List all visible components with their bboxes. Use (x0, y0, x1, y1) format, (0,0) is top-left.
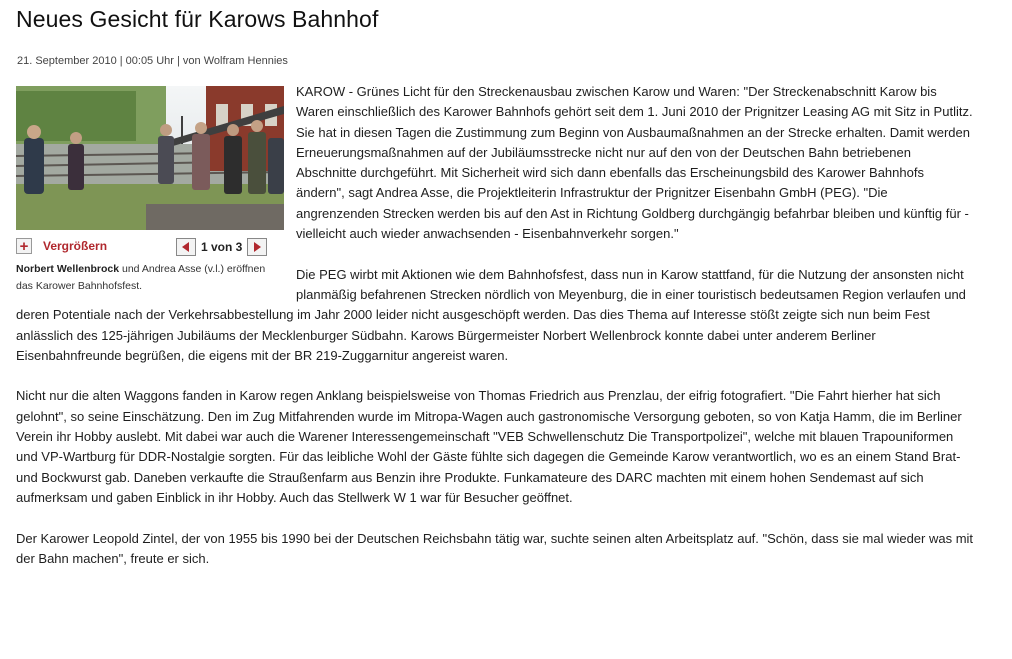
article-paragraph: KAROW - Grünes Licht für den Streckenausbau zwischen Karow und Waren: "Der Streckenabschnitt Karow bis Waren einschließlich des Karower Bahnhofs gehört seit dem 1. Juni 2010 der Prignitzer Leasing AG mit Sitz in Putlitz. Sie hat in diesen Tagen die Zustimmung zum Beginn von Ausbaumaßnahmen an der Strecke erhalten. Damit werden Erneuerungsmaßnahmen auf der Jubiläumsstrecke nicht nur auf den von der Deutschen Bahn betriebenen Abschnitte durchgeführt. Mit Sicherheit wird sich dann ebenfalls das Erscheinungsbild des Karower Bahnhofs ändern", sagt Andrea Asse, die Projektleiterin Infrastruktur der Prignitzer Eisenbahn GmbH (PEG). "Die angrenzenden Strecken werden bis auf den Ast in Richtung Goldberg durchgängig befahrbar bleiben und künftig für - vielleicht auch wieder anwachsenden - Eisenbahnverkehr sorgen." (296, 84, 973, 242)
caption-names: Norbert Wellenbrock (16, 263, 120, 275)
article-paragraph: Der Karower Leopold Zintel, der von 1955 bis 1990 bei der Deutschen Reichsbahn tätig war, suchte seinen alten Arbeitsplatz auf. "Schön, dass sie mal wieder was mit der Bahn machen", freute er sich. (16, 530, 974, 566)
article-meta: 21. September 2010 | 00:05 Uhr | von Wolfram Hennies (17, 55, 288, 67)
enlarge-label: Vergrößern (43, 239, 108, 253)
article-paragraph: Die PEG wirbt mit Aktionen wie dem Bahnhofsfest, dass nun in Karow stattfand, für die Nutzung der ansonsten nicht planmäßig befahrenen Strecken nördlich von Meyenburg, die in einer touristisch bedeutsamen Region verlaufen und deren Potentiale nach der Verkehrsabbestellung im Jahr 2000 leider nicht ausgeschöpft werden. Das dies Thema auf Interesse stößt zeigte sich nun beim Fest anlässlich des 125-jährigen Jubiläums der Mecklenburger Südbahn. Karows Bürgermeister Norbert Wellenbrock konnte dabei unter anderem Berliner Eisenbahnfreunde begrüßen, die eigens mit der BR 219-Zuggarnitur angereist waren. (16, 266, 966, 363)
caption-text: und Andrea Asse (v.l.) eröffnen das Karower Bahnhofsfest. (16, 263, 266, 292)
page-title: Neues Gesicht für Karows Bahnhof (16, 6, 379, 32)
article-body (16, 82, 974, 589)
plus-icon: + (16, 238, 32, 254)
image-counter: 1 von 3 (201, 240, 243, 254)
article-paragraph: Nicht nur die alten Waggons fanden in Karow regen Anklang beispielsweise von Thomas Friedrich aus Prenzlau, der eifrig fotografiert. "Die Fahrt hierher hat sich gelohnt", so seine Einschätzung. Den im Zug Mitfahrenden wurde im Mitropa-Wagen auch gastronomische Versorgung geboten, so von Katja Hamm, die im Berliner Verein ihr Hobby auslebt. Mit dabei war auch die Warener Interessengemeinschaft "VEB Schwellenschutz Die Transportpolizei", welche mit blauen Trapouniformen und VP-Wartburg für DDR-Nostalgie sorgten. Für das leibliche Wohl der Gäste fühlte sich dagegen die Gemeinde Karow verantwortlich, wo es an einem Stand Brat- und Bockwurst gab. Daneben verkaufte die Straußenfarm aus Benzin ihre Produkte. Funkamateure des DARC machten mit einem hohen Sendemast auf sich aufmerksam und gaben Einblick in ihr Hobby. Auch das Stellwerk W 1 war für Besucher geöffnet. (16, 388, 962, 505)
figure-spacer (16, 82, 296, 302)
